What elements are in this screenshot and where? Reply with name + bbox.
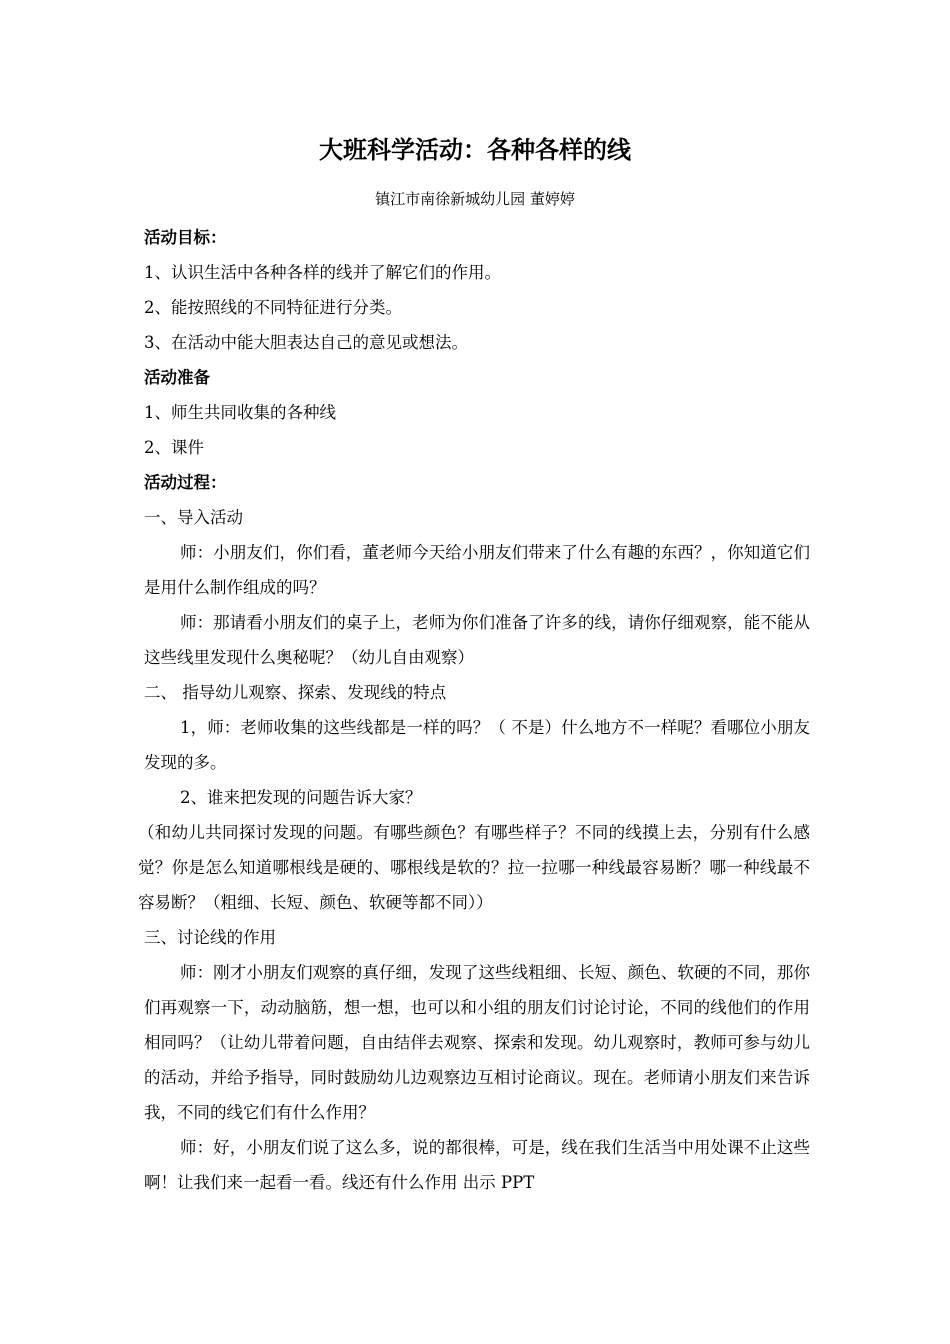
goal-item: 1、认识生活中各种各样的线并了解它们的作用。 [144,263,501,282]
process-heading: 活动过程： [144,473,227,492]
goal-item: 2、能按照线的不同特征进行分类。 [144,298,402,317]
document-title: 大班科学活动：各种各样的线 [319,136,631,164]
paragraph: 2、谁来把发现的问题告诉大家？ [180,788,422,807]
document-body [138,220,810,1200]
paragraph: 1，师：老师收集的这些线都是一样的吗？（ 不是）什么地方不一样呢？看哪位小朋友发现的多。 [144,718,810,772]
goals-heading: 活动目标： [144,228,227,247]
paragraph: 师：那请看小朋友们的桌子上，老师为你们准备了许多的线，请你仔细观察，能不能从这些线里发现什么奥秘呢？（幼儿自由观察） [144,613,810,667]
paragraph: 师：刚才小朋友们观察的真仔细，发现了这些线粗细、长短、颜色、软硬的不同，那你们再观察一下，动动脑筋，想一想，也可以和小组的朋友们讨论讨论，不同的线他们的作用相同吗？（让幼儿带着问题，自由结伴去观察、探索和发现。幼儿观察时，教师可参与幼儿的活动，并给予指导，同时鼓励幼儿边观察边互相讨论商议。现在。老师请小朋友们来告诉我，不同的线它们有什么作用？ [144,963,810,1122]
section-heading: 三、讨论线的作用 [144,928,276,947]
paragraph: 师：好，小朋友们说了这么多，说的都很棒，可是，线在我们生活当中用处课不止这些啊！让我们来一起看一看。线还有什么作用 出示 PPT [144,1138,810,1192]
section-heading: 一、导入活动 [144,508,243,527]
paragraph: 师：小朋友们，你们看，董老师今天给小朋友们带来了什么有趣的东西？，你知道它们是用什么制作组成的吗？ [144,543,810,597]
paragraph: （和幼儿共同探讨发现的问题。有哪些颜色？有哪些样子？不同的线摸上去，分别有什么感觉？你是怎么知道哪根线是硬的、哪根线是软的？拉一拉哪一种线最容易断？哪一种线最不容易断？（粗细、长短、颜色、软硬等都不同）） [138,823,810,912]
goal-item: 3、在活动中能大胆表达自己的意见或想法。 [144,333,468,352]
prep-heading: 活动准备 [144,368,210,387]
prep-item: 1、师生共同收集的各种线 [144,403,336,422]
section-heading: 二、 指导幼儿观察、探索、发现线的特点 [144,683,447,702]
author-line: 镇江市南徐新城幼儿园 董婷婷 [375,190,575,208]
prep-item: 2、课件 [144,438,204,457]
